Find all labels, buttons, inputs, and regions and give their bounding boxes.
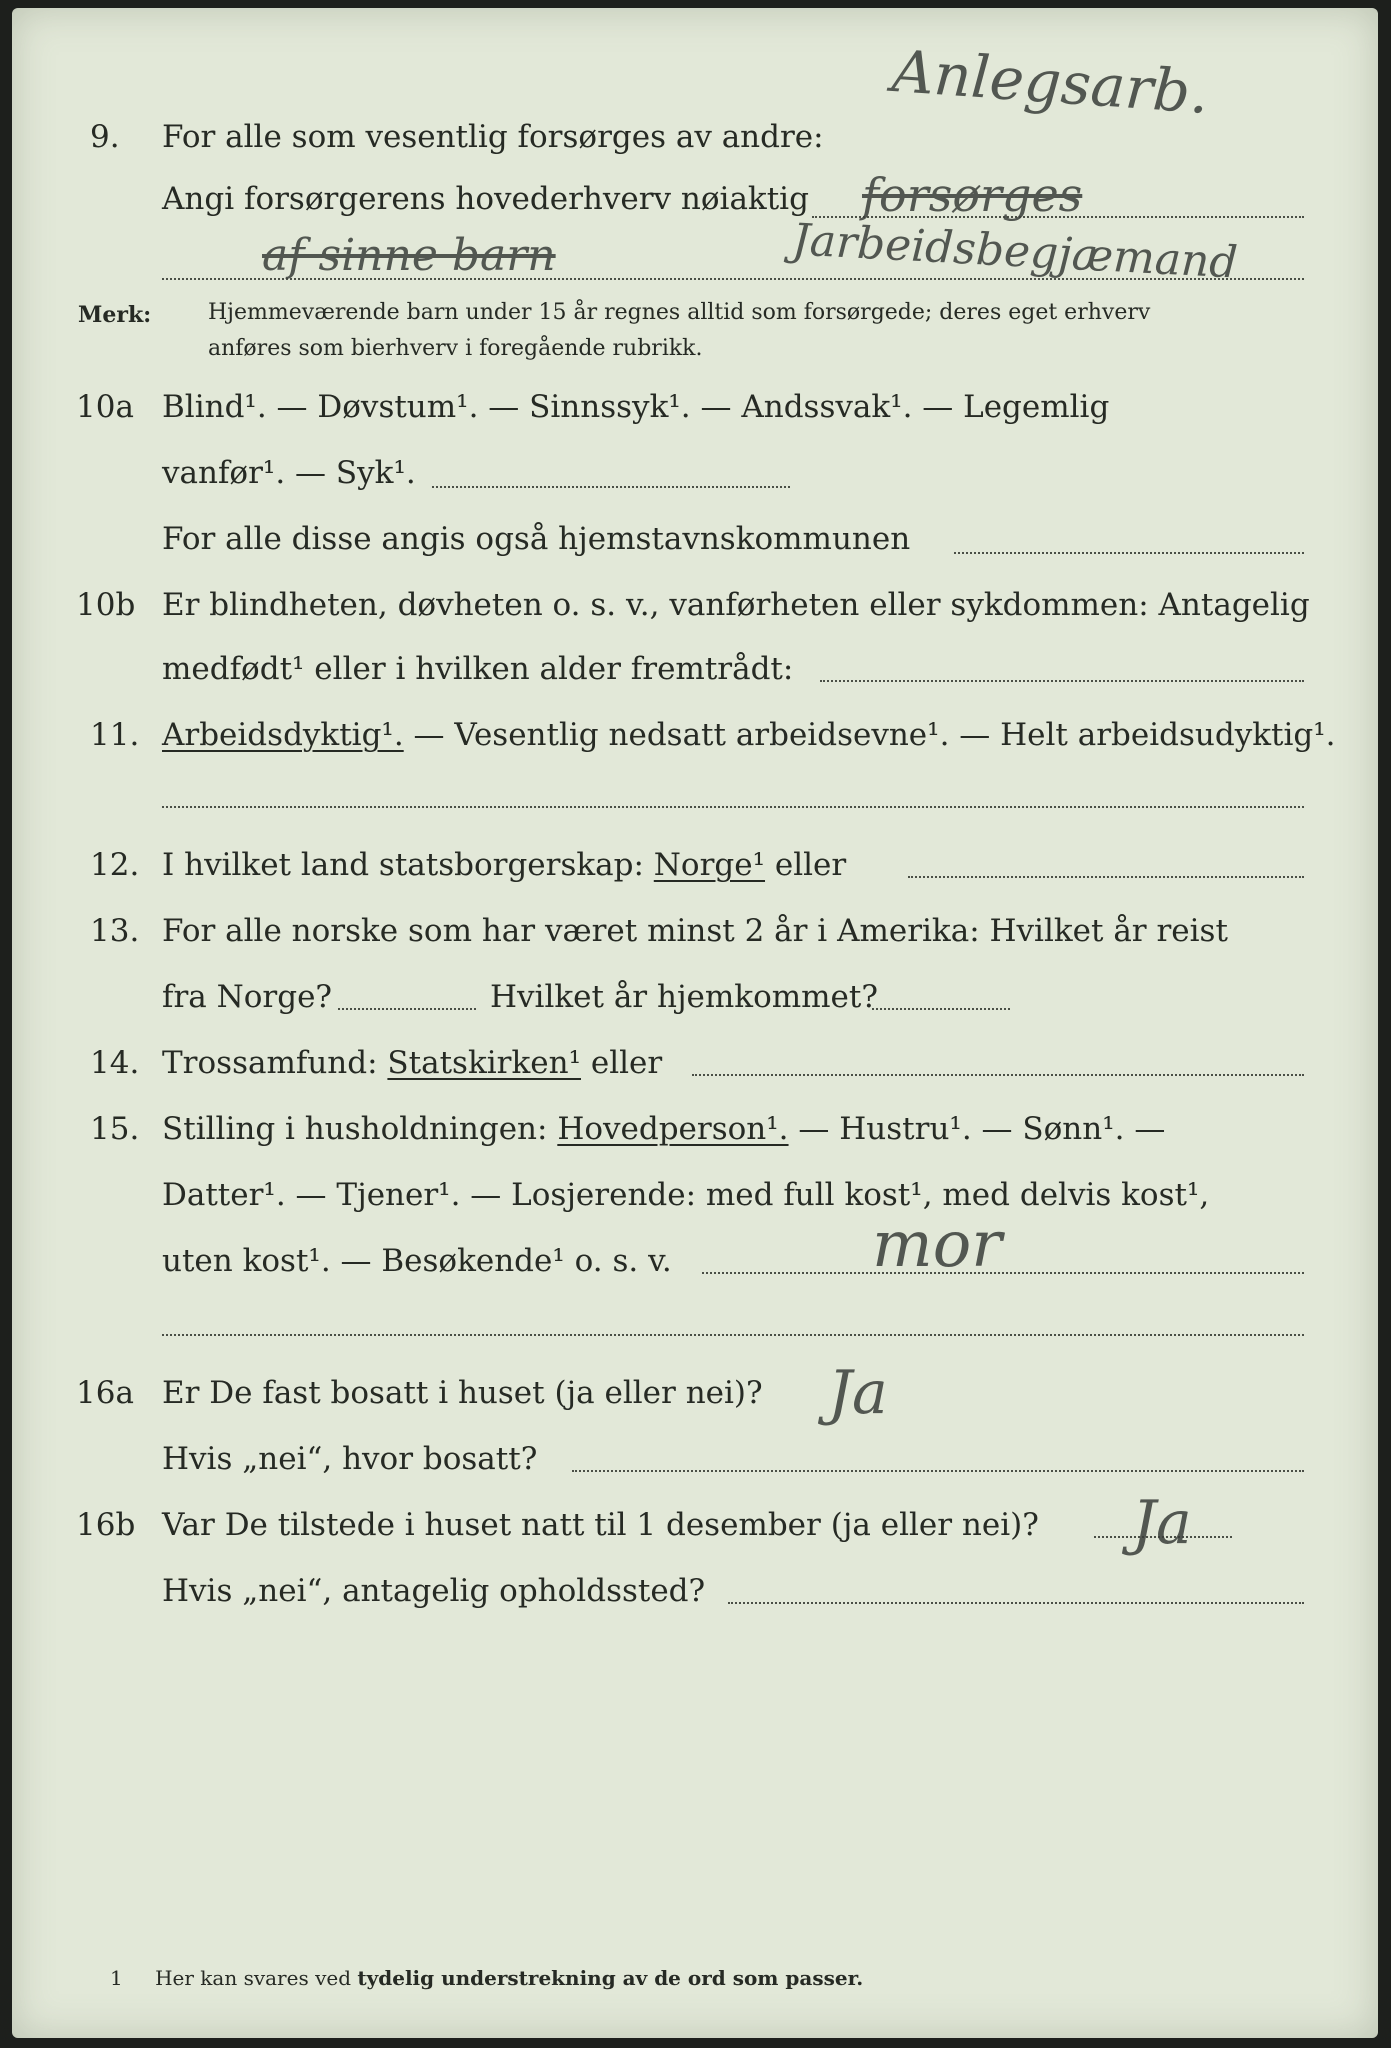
handwritten-occupation-note: Anlegsarb.	[890, 37, 1211, 127]
question-11-other-options: — Vesentlig nedsatt arbeidsevne¹. — Helt arbeidsudyktig¹.	[403, 717, 1336, 753]
question-14-answer-line	[692, 1074, 1304, 1076]
question-10a-answer-line-1	[432, 486, 790, 488]
handwritten-household-role: mor	[872, 1208, 1002, 1282]
handwritten-struck-forsorges: forsørges	[862, 168, 1083, 222]
question-14-number: 14.	[90, 1045, 140, 1081]
question-16a-answer-line	[572, 1470, 1304, 1472]
footnote-text: Her kan svares ved	[155, 1966, 358, 1990]
question-15-number: 15.	[90, 1111, 140, 1147]
question-12-suffix: eller	[765, 847, 847, 883]
footnote-mark: 1	[110, 1966, 123, 1990]
question-15-line-1	[162, 1110, 1165, 1148]
handwritten-provider-occupation: Jarbeidsbegjæmand	[790, 214, 1239, 289]
question-16a-number: 16a	[76, 1375, 134, 1411]
question-10b-answer-line	[820, 680, 1304, 682]
question-16a-line-2: Hvis „nei“, hvor bosatt?	[162, 1441, 538, 1477]
note-line-2: anføres som bierhverv i foregående rubrikk.	[208, 336, 703, 361]
question-16b-number: 16b	[76, 1507, 136, 1543]
question-11-options	[162, 716, 1336, 754]
question-12-selected-option: Norge¹	[653, 847, 766, 883]
question-10b-line-1: Er blindheten, døvheten o. s. v., vanførheten eller sykdommen: Antagelig	[162, 587, 1310, 623]
question-9-line-1: For alle som vesentlig forsørges av andre:	[162, 119, 824, 155]
question-13-line-2a: fra Norge?	[162, 979, 333, 1015]
question-13-line-2b: Hvilket år hjemkommet?	[490, 979, 878, 1015]
census-form-page	[12, 8, 1378, 2038]
question-13-line-1: For alle norske som har været minst 2 år i Amerika: Hvilket år reist	[162, 913, 1228, 949]
question-10a-number: 10a	[76, 389, 134, 425]
question-14-text	[162, 1044, 662, 1082]
question-15-answer-line	[702, 1272, 1304, 1274]
question-15-line-2: Datter¹. — Tjener¹. — Losjerende: med full kost¹, med delvis kost¹,	[162, 1177, 1210, 1213]
question-13-departure-line	[338, 1008, 476, 1010]
question-15-prompt: Stilling i husholdningen:	[162, 1111, 558, 1147]
question-13-return-line	[872, 1008, 1010, 1010]
question-9-number: 9.	[90, 119, 120, 155]
handwritten-struck-children-note: af sinne barn	[262, 230, 556, 281]
question-10a-line-1: Blind¹. — Døvstum¹. — Sinnssyk¹. — Andssvak¹. — Legemlig	[162, 389, 1110, 425]
question-15-other-options: — Hustru¹. — Sønn¹. —	[788, 1111, 1166, 1147]
question-15-selected-option: Hovedperson¹.	[557, 1111, 789, 1147]
question-10a-answer-line-2	[954, 552, 1304, 554]
footnote	[110, 1966, 863, 1990]
question-10a-line-2: vanfør¹. — Syk¹.	[162, 455, 416, 491]
handwritten-present-answer: Ja	[1132, 1488, 1192, 1558]
question-12-number: 12.	[90, 847, 140, 883]
question-11-answer-line	[162, 806, 1304, 808]
question-12-prompt: I hvilket land statsborgerskap:	[162, 847, 654, 883]
question-15-extra-line	[162, 1334, 1304, 1336]
question-16b-answer-line-2	[728, 1602, 1304, 1604]
note-label: Merk:	[78, 302, 152, 328]
question-12-text	[162, 846, 846, 884]
question-16b-line-2: Hvis „nei“, antagelig opholdssted?	[162, 1573, 706, 1609]
question-14-selected-option: Statskirken¹	[387, 1045, 581, 1081]
question-9-line-2: Angi forsørgerens hovederhverv nøiaktig	[162, 181, 809, 217]
question-15-line-3: uten kost¹. — Besøkende¹ o. s. v.	[162, 1243, 672, 1279]
question-10a-line-3: For alle disse angis også hjemstavnskommunen	[162, 521, 911, 557]
question-14-prompt: Trossamfund:	[162, 1045, 388, 1081]
question-11-selected-option: Arbeidsdyktig¹.	[162, 717, 404, 753]
note-line-1: Hjemmeværende barn under 15 år regnes alltid som forsørgede; deres eget erhverv	[208, 300, 1151, 325]
footnote-bold-text: tydelig understrekning av de ord som passer.	[357, 1966, 864, 1990]
question-11-number: 11.	[90, 717, 140, 753]
question-16b-line-1: Var De tilstede i huset natt til 1 desember (ja eller nei)?	[162, 1507, 1039, 1543]
handwritten-resident-answer: Ja	[828, 1358, 888, 1428]
question-12-answer-line	[908, 876, 1304, 878]
question-10b-line-2: medfødt¹ eller i hvilken alder fremtrådt:	[162, 651, 794, 687]
question-13-number: 13.	[90, 913, 140, 949]
question-16a-line-1: Er De fast bosatt i huset (ja eller nei)?	[162, 1375, 763, 1411]
question-10b-number: 10b	[76, 587, 136, 623]
question-14-suffix: eller	[581, 1045, 663, 1081]
